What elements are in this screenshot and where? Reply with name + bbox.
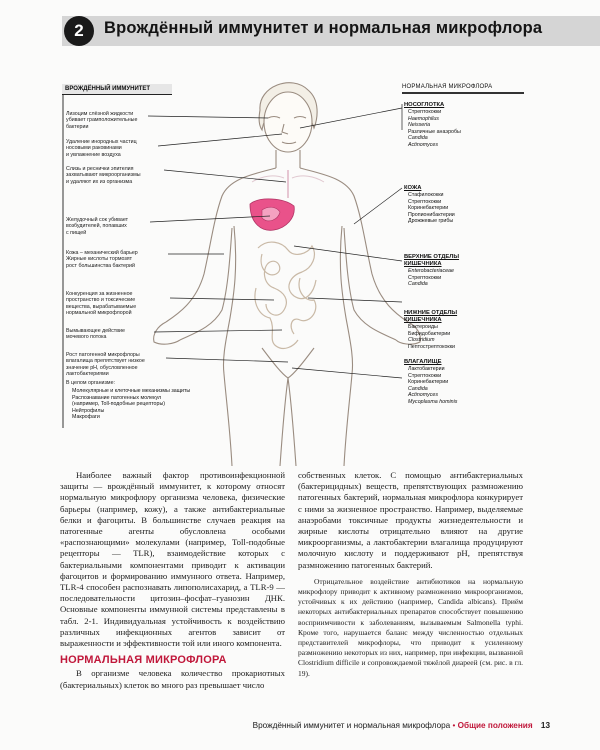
- paragraph: Наиболее важный фактор противоинфекционной защиты — врождённый иммунитет, к которому относят нормальную микрофлору организма человека, физические барьеры (например, кожу), а также антибактериальные белки и фагоциты. В большинстве случаев реакция на патогенные агенты обусловлена особыми «распознающими» молекулами (например, Toll-подобные рецепторы — TLR), взаимодействие которых с бактериальными компонентами приводит к активации фагоцитов и формированию иммунного ответа. Например, TLR-4 способен распознавать липополисахарид, а TLR-9 — последовательности цитозин–фосфат–гуанозин ДНК. Основные компоненты иммунной системы представлены в табл. 2-1. Индивидуальная устойчивость к воздействию различных инфекционных агентов зависит от выраженности и эффективности той или иного компонента.: [60, 470, 285, 649]
- immunity-microflora-figure: [62, 78, 552, 466]
- callout-vaginal-ph: Рост патогенной микрофлоры влагалища препятствует низкое значение рН, обусловленное лактобактериями: [66, 352, 145, 378]
- running-title: Врождённый иммунитет и нормальная микрофлора: [252, 721, 451, 730]
- site-nasopharynx: НОСОГЛОТКА: [404, 102, 445, 108]
- skin-flora: Стафилококки Стрептококки Коринебактерии Пропионибактерии Дрожжевые грибы: [408, 192, 455, 224]
- footer-section: Общие положения: [457, 721, 533, 730]
- chapter-title: Врождённый иммунитет и нормальная микрофлора: [104, 19, 543, 37]
- defense-item: Макрофаги: [72, 414, 100, 420]
- callout-whole-body-intro: В целом организме:: [66, 380, 115, 386]
- page-number: 13: [540, 721, 550, 730]
- defense-item: Нейтрофилы: [72, 407, 105, 414]
- right-leader-lines: [292, 104, 402, 378]
- callout-gastric-juice: Желудочный сок убивает возбудителей, попавших с пищей: [66, 217, 129, 236]
- callout-mucus-cilia: Слизь и реснички эпителия захватывают микроорганизмы и удаляют их из организма: [66, 166, 141, 185]
- site-upper-intestine: ВЕРХНИЕ ОТДЕЛЫ КИШЕЧНИКА: [404, 254, 460, 267]
- site-vagina: ВЛАГАЛИЩЕ: [404, 359, 442, 365]
- left-leader-lines: [148, 116, 288, 362]
- internal-organs: [250, 170, 324, 348]
- page-footer: [190, 721, 550, 730]
- defense-item: Распознавание патогенных молекул: [72, 394, 162, 401]
- body-text-left-column: [60, 470, 285, 691]
- body-outline: [154, 83, 421, 466]
- site-lower-intestine: НИЖНИЕ ОТДЕЛЫ КИШЕЧНИКА: [404, 310, 458, 323]
- innate-immunity-title: ВРОЖДЁННЫЙ ИММУНИТЕТ: [62, 84, 172, 95]
- callout-skin-barrier: Кожа – механический барьер Жирные кислоты тормозят рост большинства бактерий: [66, 250, 138, 269]
- paragraph: собственных клеток. С помощью антибактериальных (бактерицидных) веществ, препятствующих размножению патогенных бактерий, нормальная микрофлора конкурирует с ними за жизненное пространство. Например, выделяемые анаэробами токсичные продукты жизнедеятельности и жирные кислоты отрицательно влияют на другие микроорганизмы, а лактобактерии влагалища продуцируют молочную кислоту и поддерживают рН, препятствуя размножению патогенных бактерий.: [298, 470, 523, 570]
- section-heading-normal-microflora: НОРМАЛЬНАЯ МИКРОФЛОРА: [60, 654, 227, 667]
- vagina-flora: Лактобактерии Стрептококки Коринебактерии Candida Actinomyces Mycoplasma hominis: [408, 366, 458, 405]
- title-underline: [402, 92, 524, 94]
- normal-microflora-title: НОРМАЛЬНАЯ МИКРОФЛОРА: [402, 84, 493, 90]
- defense-item: (например, Toll-подобные рецепторы): [72, 401, 166, 407]
- callout-nasal: Удаление инородных частиц носовыми раковинами и увлажнение воздуха: [66, 139, 137, 158]
- paragraph-antibiotics: Отрицательное воздействие антибиотиков на нормальную микрофлору приводит к активному размножению микроорганизмов, устойчивых к их действию (например, Candida albicans). Приём некоторых антибактериальных препаратов способствует повышению восприимчивости к заболеваниям, вызываемым Salmonella typhi. Кроме того, нарушается баланс между численностью отдельных представителей микрофлоры, что приводит к усиленному размножению некоторых из них, например, при инфекции, вызванной Clostridium difficile и сопровождаемой тяжёлой диареей (см. рис. в гл. 19).: [298, 576, 523, 678]
- whole-body-defense-list: [72, 388, 190, 421]
- callout-tears: Лизоцим слёзной жидкости убивает грамположительные бактерии: [66, 111, 138, 130]
- callout-competition: Конкуренция за жизненное пространство и токсические вещества, вырабатываемые нормальной микрофлорой: [66, 291, 137, 317]
- site-skin: КОЖА: [404, 185, 422, 191]
- nasopharynx-flora: Стрептококки Haemophilus Neisseria Различные анаэробы Candida Actinomyces: [408, 109, 461, 148]
- lower-intestine-flora: Бактероиды Бифидобактерии Clostridium Пептострептококки: [408, 324, 455, 350]
- paragraph: В организме человека количество прокариотных (бактериальных) клеток во много раз превышает число: [60, 668, 285, 690]
- footer-bullet: •: [452, 721, 456, 730]
- defense-item: Молекулярные и клеточные механизмы защиты: [72, 388, 191, 394]
- upper-intestine-flora: Enterobacteriaceae Стрептококки Candida: [408, 268, 454, 287]
- callout-urine-flow: Вымывающее действие мочевого потока: [66, 328, 125, 341]
- body-text-right-column: [298, 470, 523, 679]
- chapter-number-badge: 2: [64, 16, 94, 46]
